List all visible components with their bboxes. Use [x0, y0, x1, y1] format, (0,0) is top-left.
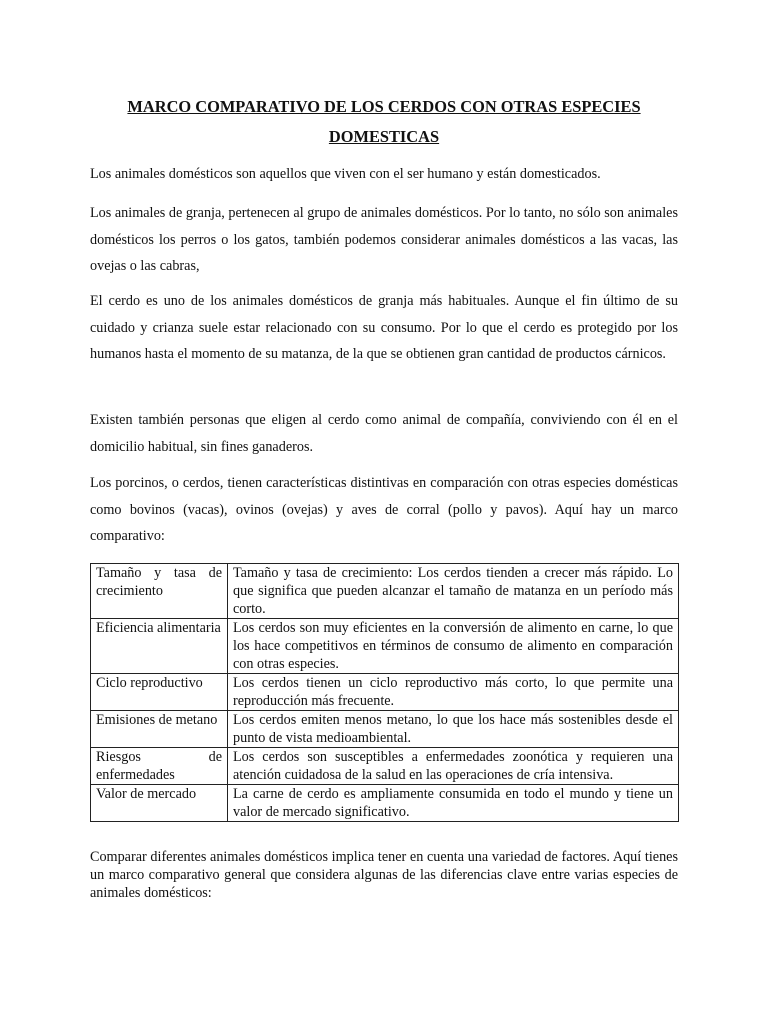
paragraph-closing: Comparar diferentes animales domésticos implica tener en cuenta una variedad de factores. Aquí tienes un marco comparativo general que considera algunas de las diferencias clave entre varias especies de animales domésticos:: [90, 849, 678, 901]
table-row: [91, 748, 679, 785]
table-cell-description: La carne de cerdo es ampliamente consumida en todo el mundo y tiene un valor de mercado significativo.: [228, 785, 679, 822]
table-cell-factor: Eficiencia alimentaria: [91, 619, 228, 674]
table-cell-factor: Ciclo reproductivo: [91, 674, 228, 711]
paragraph-farm-animals: Los animales de granja, pertenecen al grupo de animales domésticos. Por lo tanto, no sólo son animales domésticos los perros o los gatos, también podemos considerar animales domésticos a las vacas, las ovejas o las cabras,: [90, 205, 678, 274]
table-row: [91, 711, 679, 748]
table-row: [91, 619, 679, 674]
table-cell-factor: Tamaño y tasa de crecimiento: [91, 564, 228, 619]
table-cell-factor: Emisiones de metano: [91, 711, 228, 748]
paragraph-comparison-intro: Los porcinos, o cerdos, tienen características distintivas en comparación con otras especies domésticas como bovinos (vacas), ovinos (ovejas) y aves de corral (pollo y pavos). Aquí hay un marco comparativo:: [90, 475, 678, 544]
table-cell-description: Los cerdos son muy eficientes en la conversión de alimento en carne, lo que los hace competitivos en términos de consumo de alimento en comparación con otras especies.: [228, 619, 679, 674]
table-row: [91, 674, 679, 711]
table-cell-description: Los cerdos tienen un ciclo reproductivo más corto, lo que permite una reproducción más frecuente.: [228, 674, 679, 711]
paragraph-pig-pet: Existen también personas que eligen al cerdo como animal de compañía, conviviendo con él en el domicilio habitual, sin fines ganaderos.: [90, 412, 678, 455]
table-row: [91, 564, 679, 619]
document-title: MARCO COMPARATIVO DE LOS CERDOS CON OTRAS ESPECIES DOMESTICAS: [127, 97, 641, 146]
table-cell-description: Tamaño y tasa de crecimiento: Los cerdos tienden a crecer más rápido. Lo que significa que pueden alcanzar el tamaño de matanza en un período más corto.: [228, 564, 679, 619]
table-cell-description: Los cerdos emiten menos metano, lo que los hace más sostenibles desde el punto de vista medioambiental.: [228, 711, 679, 748]
table-row: [91, 785, 679, 822]
table-cell-factor: Riesgos de enfermedades: [91, 748, 228, 785]
table-cell-description: Los cerdos son susceptibles a enfermedades zoonótica y requieren una atención cuidadosa de la salud en las operaciones de cría intensiva.: [228, 748, 679, 785]
comparison-table: [90, 563, 679, 822]
table-cell-factor: Valor de mercado: [91, 785, 228, 822]
paragraph-intro: Los animales domésticos son aquellos que viven con el ser humano y están domesticados.: [90, 166, 601, 182]
paragraph-pig-domestic: El cerdo es uno de los animales domésticos de granja más habituales. Aunque el fin último de su cuidado y crianza suele estar relacionado con su consumo. Por lo que el cerdo es protegido por los humanos hasta el momento de su matanza, de la que se obtienen gran cantidad de productos cárnicos.: [90, 293, 678, 362]
